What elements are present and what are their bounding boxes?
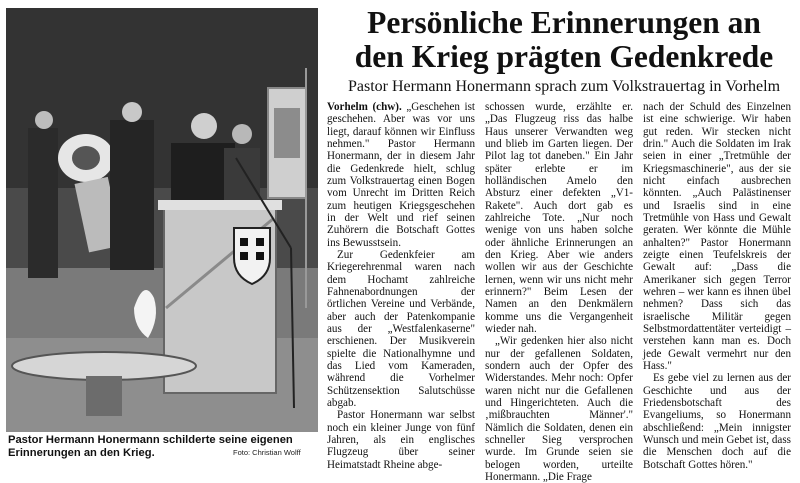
headline bbox=[330, 6, 798, 74]
subheadline: Pastor Hermann Honermann sprach zum Volkstrauertag in Vorhelm bbox=[347, 78, 781, 95]
paragraph: Zur Gedenkfeier am Kriegerehrenmal waren nach dem Hochamt zahlreiche Fahnenabordnungen der örtlichen Vereine und Verbände, aber auch der Patenkompanie aus der „Westfalenkaserne" erschienen. Der Musikverein spielte die Nationalhymne und das Lied vom Kameraden, während die Vorhelmer Schützensektion Salutschüsse abgab. bbox=[327, 248, 475, 409]
headline-line-1: Persönliche Erinnerungen an bbox=[367, 5, 761, 40]
article-column-1 bbox=[327, 101, 475, 471]
headline-line-2: den Krieg prägten Gedenkrede bbox=[354, 39, 774, 74]
paragraph bbox=[327, 101, 475, 249]
photo-illustration bbox=[6, 8, 318, 432]
article-column-2 bbox=[485, 101, 633, 483]
paragraph: Es gebe viel zu lernen aus der Geschichte und aus der Friedensbotschaft des Evangeliums, so Honermann abschließend: „Mein innigster Wunsch und mein Gebet ist, dass die Menschen doch auf die Botschaft Gottes hören." bbox=[643, 372, 791, 471]
dateline: Vorhelm (chw). bbox=[327, 101, 402, 113]
paragraph: nach der Schuld des Einzelnen ist eine schwierige. Wir haben gut reden. Wir stecken nicht drin." Auch die Soldaten im Irak seien in einer „Tretmühle der Kriegsmaschinerie", aus der sie nicht einfach ausbrechen könnten. „Auch Palästinenser und Israelis sind in eine Tretmühle von Hass und Gewalt geraten. Wer könnte die Mühle anhalten?" Pastor Honermann zeigte einen Teufelskreis der Gewalt auf: „Dass die Amerikaner sich gegen Terror wehren – wer kann es ihnen übel nehmen? Dass sich das israelische Militär gegen Selbstmordattentäter verteidigt – verstehen kann man es. Doch jede Gewalt vermehrt nur den Hass." bbox=[643, 101, 791, 372]
paragraph: „Wir gedenken hier also nicht nur der gefallenen Soldaten, sondern auch der Opfer des Widerstandes. Mehr noch: Opfer waren nicht nur die Gefallenen und Hingerichteten. Auch die ‚mißbrauchten Männer'." Nämlich die Soldaten, denen ein schneller Sieg versprochen wurde. Im Grunde seien sie belogen worden, urteilte Honermann. „Die Frage bbox=[485, 335, 633, 483]
news-photo bbox=[6, 8, 318, 432]
article-column-3 bbox=[643, 101, 791, 471]
photo-caption: Pastor Hermann Honermann schilderte seine eigenen Erinnerungen an den Krieg. bbox=[8, 434, 293, 459]
paragraph: schossen wurde, erzählte er. „Das Flugzeug riss das halbe Haus unserer Verwandten weg und blieb im Garten liegen. Der Pilot lag tot daneben." Ein Jahr später erlebte er im holländischen Amelo den Absturz einer defekten „V1-Rakete". Auch dort gab es zahlreiche Tote. „Nur noch wenige von uns haben solche oder ähnliche Erinnerungen an den Krieg. Aber wie anders wollen wir aus der Geschichte lernen, wenn wir uns nicht mehr erinnern?" Beim Lesen der Namen an den Denkmälern komme uns die Vergangenheit wieder nah. bbox=[485, 101, 633, 335]
paragraph-text: „Geschehen ist geschehen. Aber was vor uns liegt, darauf können wir Einfluss nehmen." Pastor Hermann Honermann, der in diesem Jahr die Gedenkrede hielt, schlug zum Volkstrauertag einen Bogen vom Unrecht im Dritten Reich zum heutigen Kriegsgeschehen in der Welt und rief seinen Zuhörern die Botschaft Gottes ins Bewusstsein. bbox=[327, 101, 476, 249]
paragraph: Pastor Honermann war selbst noch ein kleiner Junge von fünf Jahren, als ein englisches Flugzeug über seiner Heimatstadt Rheine abge- bbox=[327, 409, 475, 471]
photo-credit: Foto: Christian Wolff bbox=[233, 448, 301, 457]
